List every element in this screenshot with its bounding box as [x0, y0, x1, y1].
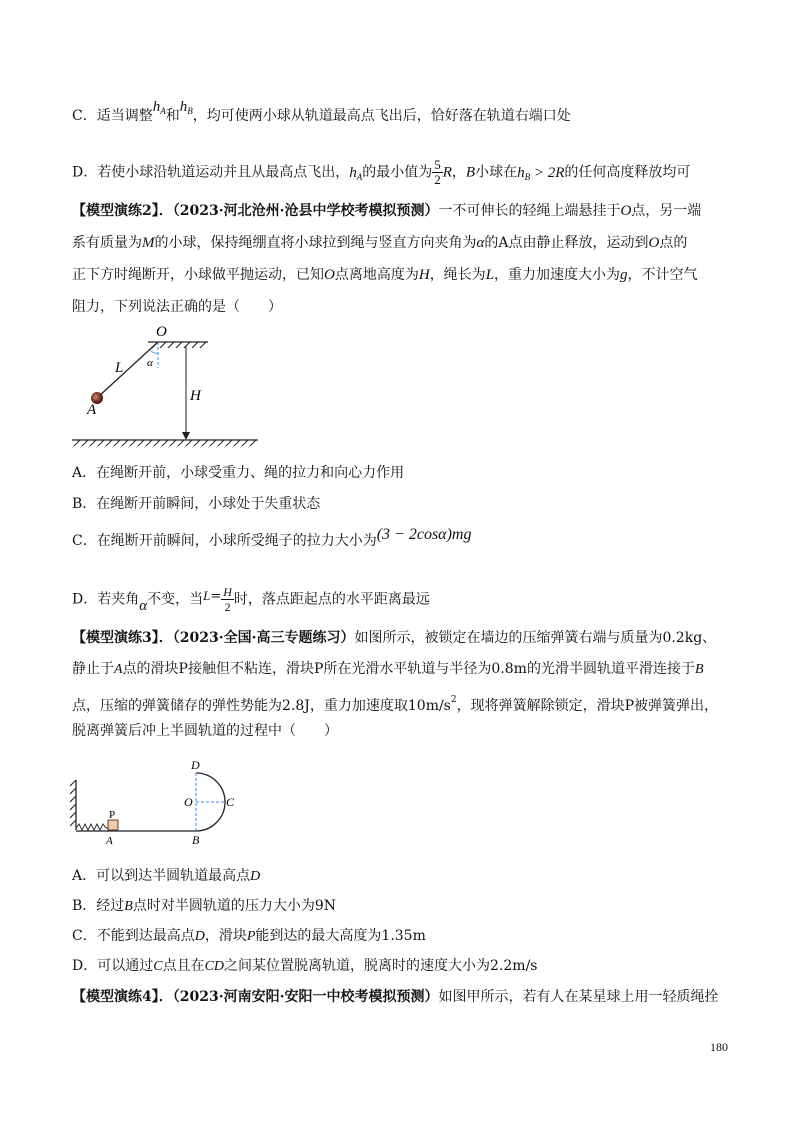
fig-label-A: A — [87, 402, 97, 418]
fig-label-C: C — [226, 795, 235, 809]
page-number: 180 — [710, 1040, 728, 1054]
fig-label-H: H — [190, 388, 201, 404]
option-d-previous: D．若使小球沿轨道运动并且从最高点飞出，$h_A$的最小值为 $\frac{5}{2}$ R，B小球在$h_B > 2R$的任何高度释放均可 — [72, 157, 691, 187]
q3-line-3: 点，压缩的弹簧储存的弹性势能为2.8J，重力加速度取$10m/s^2$，现将弹簧解除锁定，滑块P被弹簧弹出， — [72, 695, 719, 714]
q3-option-d: D．可以通过C点且在CD之间某位置脱离轨道，脱离时的速度大小为2.2m/s — [72, 958, 538, 974]
fig-label-L: L — [115, 360, 124, 376]
q3-track-figure — [70, 756, 250, 856]
q3-line-2: 静止于A点的滑块P接触但不粘连，滑块P所在光滑水平轨道与半径为0.8m的光滑半圆轨道平滑连接于B — [72, 661, 704, 677]
q2-option-b: B．在绳断开前瞬间，小球处于失重状态 — [72, 496, 321, 512]
q2-header: 【模型演练2】．（2023·河北沧州·沧县中学校考模拟预测） — [72, 203, 439, 219]
option-c-previous: C．适当调整$h_A$和$h_B$，均可使两小球从轨道最高点飞出后，恰好落在轨道右端口处 — [72, 99, 571, 124]
q3-option-a: A．可以到达半圆轨道最高点D — [72, 868, 261, 884]
block-p — [108, 820, 118, 830]
fig-label-alpha: α — [147, 357, 153, 369]
fig-label-D: D — [191, 758, 200, 772]
fraction-5-2: $\frac{5}{2}$ — [434, 157, 441, 187]
q2-line-4: 阻力，下列说法正确的是（ ） — [72, 299, 282, 315]
fig-label-P: P — [109, 809, 116, 821]
q3-line-4: 脱离弹簧后冲上半圆轨道的过程中（ ） — [72, 723, 338, 739]
q4-header: 【模型演练4】．（2023·河南安阳·安阳一中校考模拟预测） — [72, 989, 439, 1005]
fig-label-O-q3: O — [184, 795, 193, 809]
q2-line-2: 系有质量为M的小球，保持绳绷直将小球拉到绳与竖直方向夹角为α的A点由静止释放，运动到O点的 — [72, 235, 688, 251]
q3-line-1: 【模型演练3】．（2023·全国·高三专题练习）如图所示，被锁定在墙边的压缩弹簧右端与质量为0.2kg、 — [72, 630, 717, 646]
fraction-H-2: $\frac{H}{2}$ — [223, 585, 232, 614]
q2-line-1: 【模型演练2】．（2023·河北沧州·沧县中学校考模拟预测）一不可伸长的轻绳上端悬挂于O点，另一端 — [72, 203, 702, 219]
q4-line-1: 【模型演练4】．（2023·河南安阳·安阳一中校考模拟预测）如图甲所示，若有人在某星球上用一轻质绳拴 — [72, 989, 719, 1005]
fig-label-O: O — [156, 324, 167, 340]
q3-option-b: B．经过B点时对半圆轨道的压力大小为9N — [72, 898, 337, 914]
q2-line-3: 正下方时绳断开，小球做平抛运动，已知O点离地高度为H，绳长为L，重力加速度大小为g，不计空气 — [72, 267, 698, 283]
q2-option-a: A．在绳断开前，小球受重力、绳的拉力和向心力作用 — [72, 465, 405, 481]
q3-option-c: C．不能到达最高点D，滑块P能到达的最大高度为1.35m — [72, 928, 426, 944]
fig-label-A-q3: A — [106, 835, 113, 847]
q3-header: 【模型演练3】．（2023·全国·高三专题练习） — [72, 630, 355, 646]
fig-label-B: B — [192, 833, 200, 847]
q2-pendulum-figure — [70, 320, 260, 450]
q2-option-d: D．若夹角α不变，当L= $\frac{H}{2}$ 时，落点距起点的水平距离最远 — [72, 585, 430, 614]
q2-option-c: C．在绳断开前瞬间，小球所受绳子的拉力大小为(3 − 2cosα)mg — [72, 526, 472, 549]
